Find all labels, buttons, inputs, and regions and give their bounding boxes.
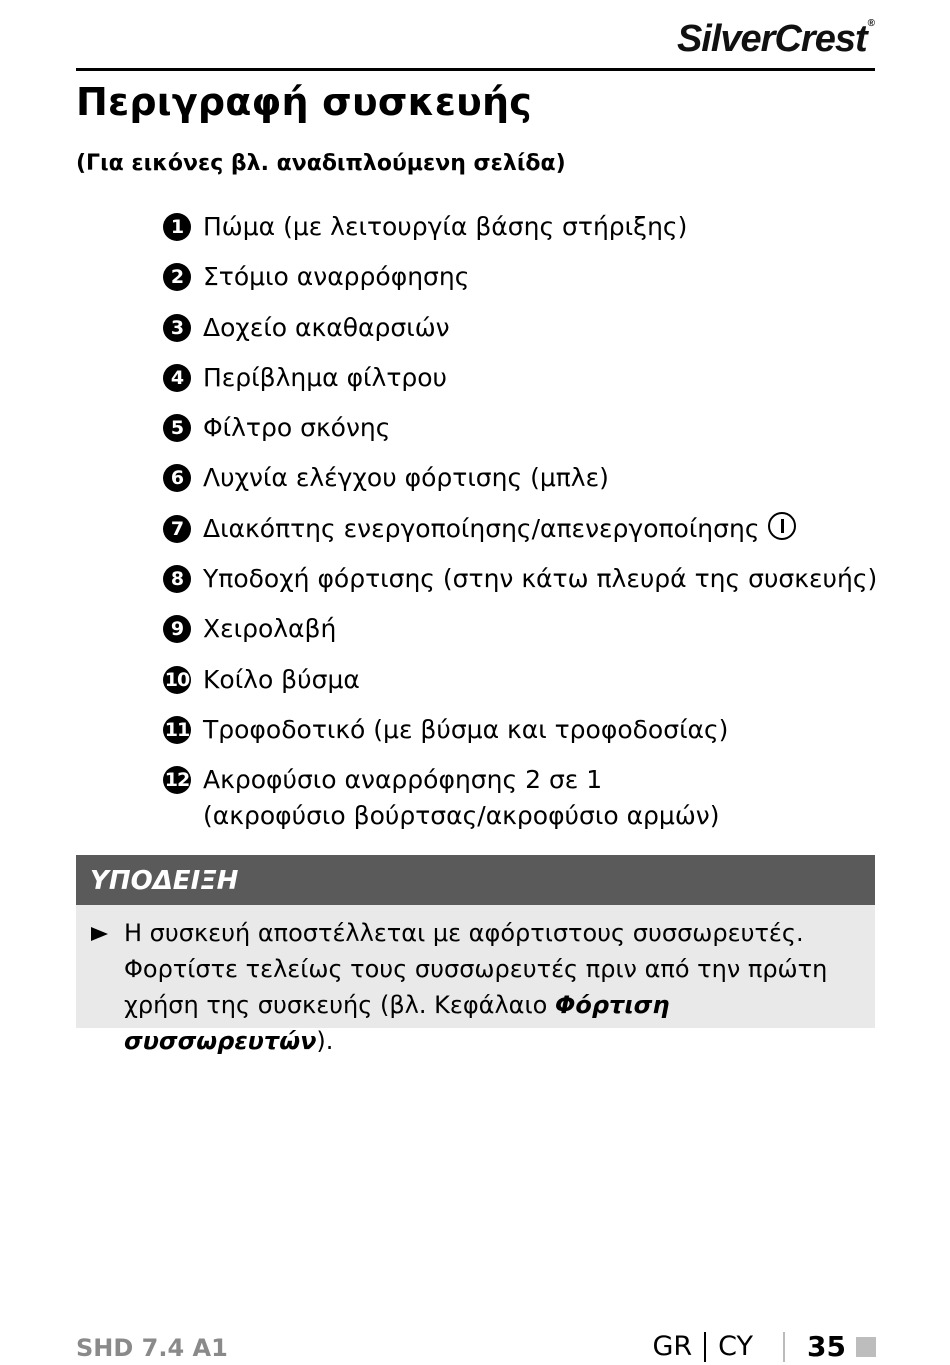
registered-mark: ® (867, 18, 874, 29)
item-label: Ακροφύσιο αναρρόφησης 2 σε 1 (ακροφύσιο βούρτσας/ακροφύσιο αρμών) (203, 765, 720, 831)
item-label: Φίλτρο σκόνης (203, 413, 391, 443)
item-label: Κοίλο βύσμα (203, 664, 360, 694)
item-number-badge: 6 (163, 464, 191, 492)
item-label: Τροφοδοτικό (με βύσμα και τροφοδοσίας) (203, 714, 729, 744)
note-text-end: ). (316, 1027, 334, 1055)
header-rule (76, 68, 875, 71)
parts-list (163, 209, 877, 842)
list-item (163, 310, 877, 360)
page-title: Περιγραφή συσκευής (76, 80, 533, 124)
item-number-badge: 1 (163, 213, 191, 241)
brand-name: SilverCrest (676, 18, 867, 60)
item-label: Περίβλημα φίλτρου (203, 362, 447, 392)
list-item (163, 611, 877, 661)
item-label: Διακόπτης ενεργοποίησης/απενεργοποίησης (203, 513, 760, 543)
list-item (163, 511, 877, 561)
item-number-badge: 10 (163, 666, 191, 694)
item-label: Χειρολαβή (203, 614, 337, 644)
power-symbol-icon (768, 512, 796, 540)
note-body (76, 905, 875, 1059)
item-label: Δοχείο ακαθαρσιών (203, 312, 450, 342)
item-label: Λυχνία ελέγχου φόρτισης (μπλε) (203, 463, 609, 493)
brand-logo (677, 18, 874, 61)
note-chapter-reference: Φόρτιση συσσωρευτών (124, 991, 670, 1055)
item-number-badge: 4 (163, 364, 191, 392)
list-item (163, 410, 877, 460)
note-heading: ΥΠΟΔΕΙΞΗ (76, 855, 875, 905)
item-number-badge: 8 (163, 565, 191, 593)
item-number-badge: 9 (163, 615, 191, 643)
item-label: Στόμιο αναρρόφησης (203, 262, 470, 292)
item-number-badge: 7 (163, 515, 191, 543)
list-item (163, 712, 877, 762)
page-number: 35 (807, 1330, 846, 1363)
item-label: Πώμα (με λειτουργία βάσης στήριξης) (203, 212, 688, 241)
model-number: SHD 7.4 A1 (76, 1334, 228, 1362)
footer-divider (704, 1332, 706, 1362)
list-item (163, 762, 877, 842)
page-footer (652, 1330, 876, 1363)
language-code-cy: CY (718, 1331, 754, 1362)
page-marker-square (856, 1337, 876, 1357)
list-item (163, 209, 877, 259)
item-label: Υποδοχή φόρτισης (στην κάτω πλευρά της συσκευής) (203, 564, 878, 594)
item-number-badge: 12 (163, 766, 191, 794)
arrow-right-icon (91, 927, 108, 941)
list-item (163, 259, 877, 309)
note-box (76, 855, 875, 1055)
item-number-badge: 3 (163, 314, 191, 342)
item-number-badge: 11 (163, 716, 191, 744)
item-number-badge: 2 (163, 263, 191, 291)
list-item (163, 360, 877, 410)
page-subtitle: (Για εικόνες βλ. αναδιπλούμενη σελίδα) (76, 151, 566, 176)
list-item (163, 561, 877, 611)
footer-divider-light (783, 1332, 785, 1362)
language-code-gr: GR (652, 1331, 693, 1362)
list-item (163, 460, 877, 510)
item-label-with-icon (203, 511, 796, 547)
item-number-badge: 5 (163, 414, 191, 442)
note-text: Η συσκευή αποστέλλεται με αφόρτιστους συσσωρευτές. Φορτίστε τελείως τους συσσωρευτές πριν από την πρώτη χρήση της συσκευής (βλ. Κεφάλαιο (124, 919, 828, 1019)
list-item (163, 662, 877, 712)
